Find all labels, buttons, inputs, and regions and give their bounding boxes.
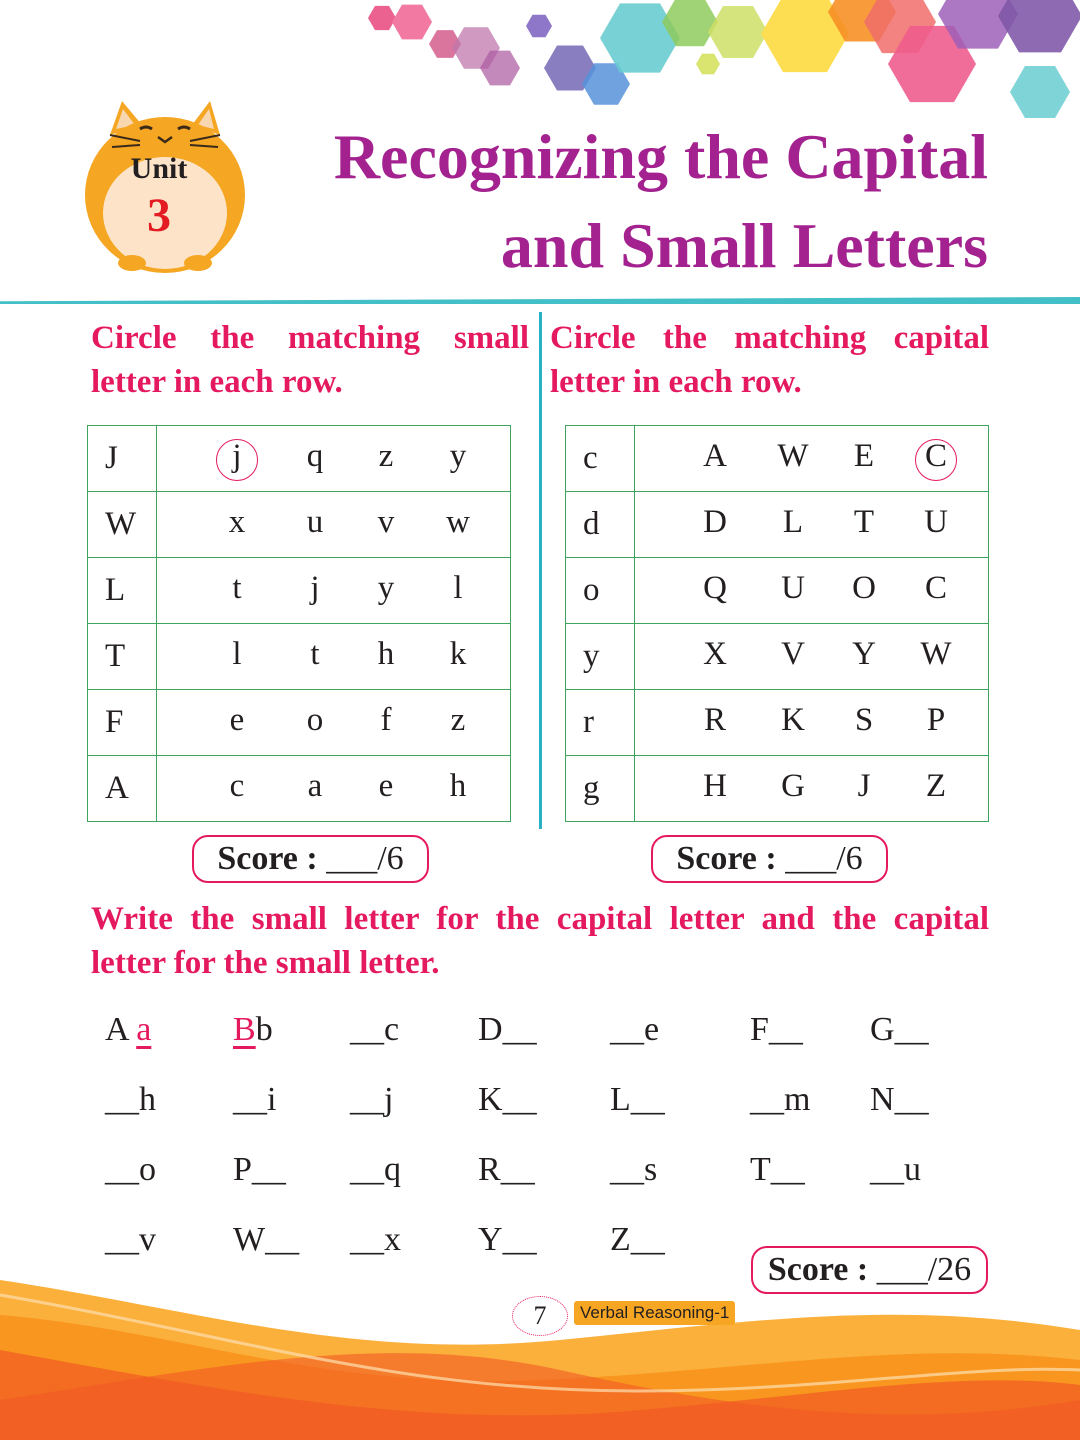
page-title-line2: and Small Letters: [500, 210, 988, 281]
answer-blank: __: [894, 1011, 929, 1048]
letter-option[interactable]: j: [215, 438, 259, 475]
letter-option[interactable]: y: [377, 570, 395, 606]
given-letter: L: [610, 1081, 631, 1118]
row-key-letter: T: [88, 624, 157, 690]
right-score-box: [651, 835, 888, 883]
filled-answer: a: [136, 1011, 152, 1048]
given-letter: N: [870, 1081, 895, 1118]
row-key-letter: r: [566, 690, 635, 756]
answer-blank: __: [750, 1081, 784, 1118]
letter-pair-item[interactable]: [350, 1221, 401, 1259]
letter-option[interactable]: l: [232, 636, 242, 672]
letter-option[interactable]: G: [781, 768, 805, 804]
left-score-box: [192, 835, 429, 883]
letter-option[interactable]: C: [914, 438, 958, 475]
row-key-letter: y: [566, 624, 635, 690]
left-letter-table: [87, 425, 511, 822]
given-letter: W: [233, 1221, 266, 1258]
letter-pair-item[interactable]: [610, 1011, 659, 1049]
letter-pair-item[interactable]: [478, 1151, 535, 1189]
score-value[interactable]: ___/6: [785, 840, 863, 877]
letter-pair-item[interactable]: [610, 1221, 665, 1259]
letter-option[interactable]: z: [378, 438, 394, 474]
letter-option[interactable]: o: [306, 702, 324, 738]
right-letter-table: [565, 425, 989, 822]
table-row: [88, 624, 511, 690]
letter-option[interactable]: t: [310, 636, 320, 672]
right-instruction-line1: Circle the matching capital: [550, 320, 989, 356]
given-letter: h: [139, 1081, 156, 1118]
table-row: [566, 756, 989, 822]
letter-pair-item[interactable]: [870, 1081, 929, 1119]
answer-blank: __: [105, 1151, 139, 1188]
letter-pair-item[interactable]: [478, 1221, 537, 1259]
letter-option[interactable]: x: [228, 504, 246, 540]
answer-blank: __: [610, 1151, 644, 1188]
row-options: [635, 756, 989, 822]
table-row: [88, 690, 511, 756]
row-options: [157, 426, 511, 492]
row-options: [157, 624, 511, 690]
answer-blank: __: [350, 1081, 384, 1118]
letter-option[interactable]: t: [232, 570, 242, 606]
row-options: [635, 624, 989, 690]
answer-blank: __: [502, 1011, 537, 1048]
unit-number: 3: [147, 189, 171, 242]
letter-option[interactable]: h: [449, 768, 467, 804]
letter-option[interactable]: f: [380, 702, 392, 738]
answer-blank: __: [870, 1151, 904, 1188]
score-label: Score :: [676, 840, 777, 877]
letter-option[interactable]: C: [924, 570, 947, 606]
letter-pair-item[interactable]: [350, 1151, 401, 1189]
page-title-line1: Recognizing the Capital: [333, 121, 988, 192]
header-divider: [0, 297, 1080, 304]
letter-option[interactable]: E: [853, 438, 875, 474]
score-value[interactable]: ___/26: [876, 1251, 972, 1288]
row-key-letter: g: [566, 756, 635, 822]
letter-option[interactable]: W: [920, 636, 952, 672]
given-letter: q: [384, 1151, 401, 1188]
letter-option[interactable]: u: [306, 504, 324, 540]
given-letter: e: [644, 1011, 660, 1048]
letter-option[interactable]: z: [450, 702, 466, 738]
letter-option[interactable]: j: [310, 570, 320, 606]
letter-option[interactable]: K: [781, 702, 805, 738]
row-options: [635, 558, 989, 624]
answer-blank: __: [350, 1221, 384, 1258]
letter-option[interactable]: R: [703, 702, 726, 738]
table-row: [88, 426, 511, 492]
letter-option[interactable]: y: [449, 438, 467, 474]
letter-pair-item[interactable]: [350, 1081, 393, 1119]
row-options: [157, 492, 511, 558]
table-row: [566, 558, 989, 624]
answer-blank: __: [502, 1221, 537, 1258]
row-options: [635, 426, 989, 492]
letter-pair-item[interactable]: [233, 1011, 273, 1049]
table-row: [566, 426, 989, 492]
row-options: [157, 690, 511, 756]
score-label: Score :: [217, 840, 318, 877]
table-row: [566, 690, 989, 756]
letter-pair-item[interactable]: [750, 1081, 810, 1119]
write-instruction-line2: letter for the small letter.: [91, 945, 440, 981]
answer-blank: __: [233, 1081, 267, 1118]
right-instruction-line2: letter in each row.: [550, 364, 802, 400]
letter-pair-item[interactable]: [750, 1011, 803, 1049]
letter-option[interactable]: a: [307, 768, 323, 804]
column-divider: [539, 312, 542, 829]
letter-pair-item[interactable]: [233, 1221, 299, 1259]
letter-option[interactable]: V: [781, 636, 805, 672]
given-letter: Z: [610, 1221, 631, 1258]
letter-option[interactable]: J: [857, 768, 871, 804]
letter-option[interactable]: O: [852, 570, 876, 606]
letter-pair-item[interactable]: [105, 1221, 156, 1259]
letter-option[interactable]: X: [703, 636, 727, 672]
row-options: [635, 690, 989, 756]
given-letter: T: [750, 1151, 771, 1188]
answer-blank: __: [770, 1151, 805, 1188]
row-key-letter: J: [88, 426, 157, 492]
given-letter: b: [255, 1011, 273, 1048]
given-letter: v: [139, 1221, 156, 1258]
score-label: Score :: [767, 1251, 869, 1288]
row-key-letter: A: [88, 756, 157, 822]
page-number: 7: [512, 1296, 568, 1336]
answer-blank: __: [105, 1081, 139, 1118]
letter-option[interactable]: k: [449, 636, 467, 672]
row-key-letter: L: [88, 558, 157, 624]
row-options: [635, 492, 989, 558]
letter-option[interactable]: Q: [703, 570, 727, 606]
row-key-letter: d: [566, 492, 635, 558]
letter-pair-item[interactable]: [870, 1151, 921, 1189]
letter-option[interactable]: D: [703, 504, 727, 540]
letter-pair-item[interactable]: [610, 1151, 657, 1189]
given-letter: m: [784, 1081, 811, 1118]
given-letter: u: [904, 1151, 921, 1188]
letter-pair-item[interactable]: [478, 1081, 537, 1119]
table-row: [88, 558, 511, 624]
answer-blank: __: [500, 1151, 535, 1188]
score-value[interactable]: ___/6: [326, 840, 404, 877]
given-letter: P: [233, 1151, 252, 1188]
given-letter: Y: [478, 1221, 503, 1258]
row-options: [157, 756, 511, 822]
letter-option[interactable]: w: [446, 504, 470, 540]
book-title-tag: Verbal Reasoning-1: [574, 1301, 735, 1325]
given-letter: G: [870, 1011, 895, 1048]
filled-answer: B: [233, 1011, 256, 1048]
given-letter: o: [139, 1151, 156, 1188]
letter-pair-item[interactable]: [233, 1081, 276, 1119]
letter-option[interactable]: q: [306, 438, 324, 474]
write-instruction-line1: Write the small letter for the capital letter and the capital: [91, 901, 989, 937]
row-key-letter: W: [88, 492, 157, 558]
letter-option[interactable]: S: [854, 702, 874, 738]
unit-label: Unit: [130, 152, 188, 185]
table-row: [88, 756, 511, 822]
answer-blank: __: [630, 1081, 665, 1118]
letter-option[interactable]: e: [378, 768, 394, 804]
letter-pair-item[interactable]: [350, 1011, 399, 1049]
letter-option[interactable]: Z: [925, 768, 947, 804]
given-letter: x: [384, 1221, 401, 1258]
letter-option[interactable]: P: [926, 702, 946, 738]
write-score-box: [751, 1246, 988, 1294]
table-row: [88, 492, 511, 558]
letter-option[interactable]: T: [853, 504, 875, 540]
letter-pair-item[interactable]: [870, 1011, 929, 1049]
answer-blank: __: [768, 1011, 803, 1048]
letter-option[interactable]: v: [377, 504, 395, 540]
letter-pair-item[interactable]: [105, 1011, 151, 1049]
letter-pair-item[interactable]: [105, 1151, 156, 1189]
letter-option[interactable]: L: [782, 504, 804, 540]
answer-blank: __: [630, 1221, 665, 1258]
table-row: [566, 624, 989, 690]
given-letter: R: [478, 1151, 501, 1188]
left-instruction-line1: Circle the matching small: [91, 320, 529, 356]
letter-pair-item[interactable]: [610, 1081, 665, 1119]
row-options: [157, 558, 511, 624]
letter-option[interactable]: W: [777, 438, 809, 474]
answer-blank: __: [265, 1221, 300, 1258]
given-letter: D: [478, 1011, 503, 1048]
answer-blank: __: [251, 1151, 286, 1188]
answer-blank: __: [350, 1151, 384, 1188]
letter-option[interactable]: Y: [852, 636, 876, 672]
letter-option[interactable]: A: [703, 438, 727, 474]
table-row: [566, 492, 989, 558]
given-letter: K: [478, 1081, 503, 1118]
given-letter: i: [267, 1081, 277, 1118]
row-key-letter: o: [566, 558, 635, 624]
given-letter: s: [644, 1151, 658, 1188]
letter-option[interactable]: c: [229, 768, 245, 804]
answer-blank: __: [610, 1011, 644, 1048]
letter-pair-item[interactable]: [750, 1151, 805, 1189]
letter-option[interactable]: H: [703, 768, 727, 804]
letter-option[interactable]: U: [924, 504, 948, 540]
given-letter: j: [384, 1081, 394, 1118]
answer-blank: __: [105, 1221, 139, 1258]
row-key-letter: F: [88, 690, 157, 756]
letter-option[interactable]: h: [377, 636, 395, 672]
answer-blank: __: [350, 1011, 384, 1048]
letter-pair-item[interactable]: [233, 1151, 286, 1189]
given-letter: A: [105, 1011, 128, 1048]
given-letter: c: [384, 1011, 400, 1048]
letter-pair-item[interactable]: [105, 1081, 156, 1119]
row-key-letter: c: [566, 426, 635, 492]
letter-option[interactable]: e: [229, 702, 245, 738]
left-instruction-line2: letter in each row.: [91, 364, 343, 400]
given-letter: F: [750, 1011, 769, 1048]
letter-option[interactable]: U: [781, 570, 805, 606]
letter-option[interactable]: l: [453, 570, 463, 606]
letter-pair-item[interactable]: [478, 1011, 537, 1049]
answer-blank: __: [894, 1081, 929, 1118]
answer-blank: __: [502, 1081, 537, 1118]
